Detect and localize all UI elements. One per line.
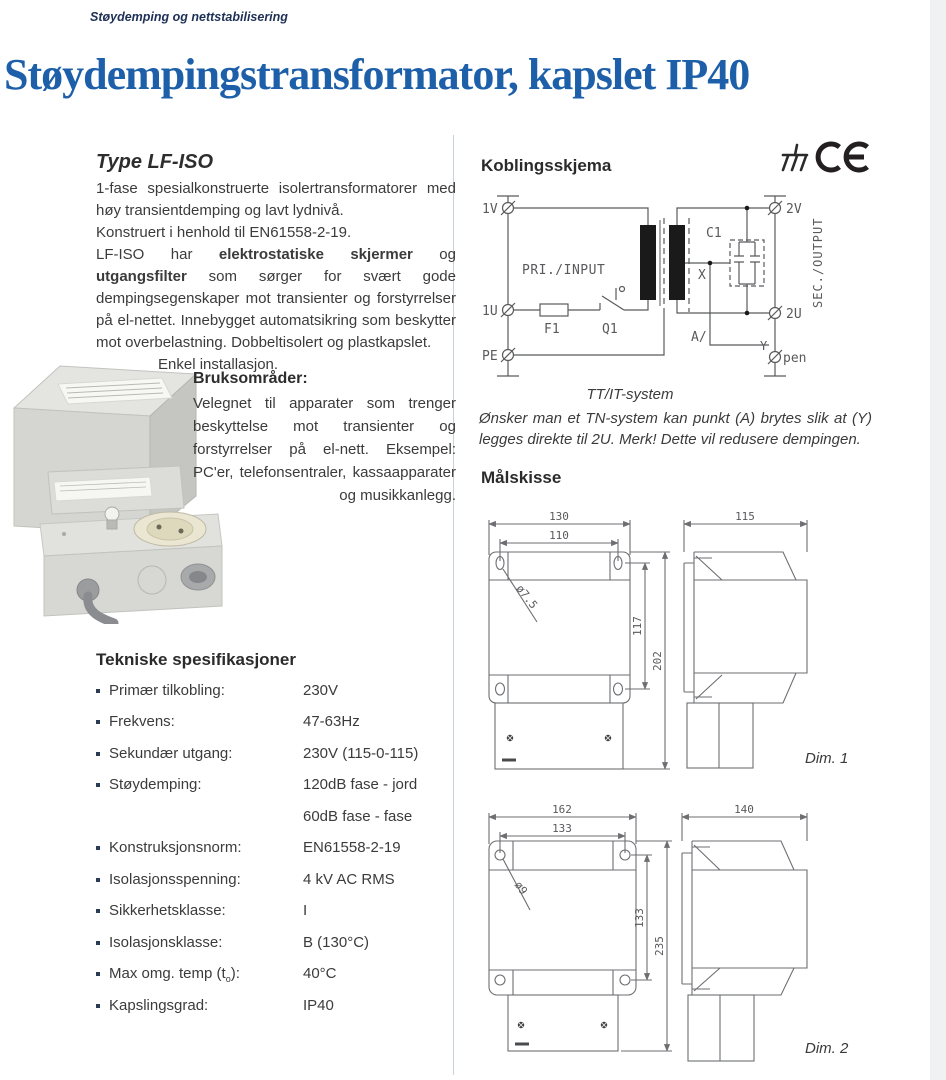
ttit-system-label: TT/IT-system	[586, 386, 674, 403]
label-1u: 1U	[482, 304, 498, 319]
dim1-hole-diameter: ø7.5	[513, 582, 541, 612]
spec-label: Kapslingsgrad:	[109, 997, 209, 1014]
earth-ground-icon	[780, 143, 810, 175]
spec-label: Primær tilkobling:	[109, 682, 225, 699]
bruksomrader-text: Velegnet til apparater som trenger beskyttelse mot transienter og forstyrrelser på el-nett. Eksempel: PC'er, telefonsentraler, kassaapparater og musikkanlegg.	[193, 395, 456, 504]
spec-value: I	[303, 902, 308, 919]
terminal-pe	[501, 348, 515, 362]
terminal-1u	[501, 303, 515, 317]
dimension-drawing-2	[480, 798, 940, 1080]
spec-label: Støydemping:	[109, 776, 202, 793]
bullet-icon	[96, 1004, 100, 1008]
intro-text	[96, 178, 456, 376]
dim1-outer-width: 130	[549, 510, 569, 523]
spec-label: Max omg. temp $(t_o)$:	[109, 965, 240, 984]
terminal-2v	[768, 201, 782, 215]
label-pe: PE	[482, 349, 498, 364]
spec-value: 4 kV AC RMS	[303, 871, 395, 888]
intro-paragraph-4: Enkel installasjon.	[158, 356, 279, 373]
spec-row-isolasjonsklasse	[96, 934, 456, 956]
terminal-y-apen	[768, 350, 782, 364]
bullet-icon	[96, 846, 100, 850]
spec-value: 47-63Hz	[303, 713, 360, 730]
page-eyebrow: Støydemping og nettstabilisering	[90, 10, 288, 24]
spec-label: Sikkerhetsklasse:	[109, 902, 226, 919]
spec-value: 60dB fase - fase	[303, 808, 413, 825]
spec-row-isolasjonsspenning	[96, 871, 456, 893]
malskisse-heading: Målskisse	[481, 468, 562, 487]
ce-mark-icon	[814, 140, 872, 174]
bullet-icon	[96, 972, 100, 976]
spec-row-max-omg-temp	[96, 965, 456, 987]
bullet-icon	[96, 752, 100, 756]
type-heading: Type LF-ISO	[96, 151, 214, 173]
spec-label: Konstruksjonsnorm:	[109, 839, 242, 856]
label-2u: 2U	[786, 307, 802, 322]
dim1-height: 202	[651, 651, 664, 671]
spec-row-frekvens	[96, 713, 456, 735]
spec-value: 40°C	[303, 965, 337, 982]
label-x: X	[698, 268, 706, 283]
label-y: Y	[760, 339, 768, 353]
spec-value: B (130°C)	[303, 934, 370, 951]
dim2-hole-pitch-h: 133	[633, 908, 646, 928]
label-pen: pen	[783, 351, 807, 366]
spec-row-primar-tilkobling	[96, 682, 456, 704]
bullet-icon	[96, 909, 100, 913]
spec-value: 120dB fase - jord	[303, 776, 418, 793]
spec-value: IP40	[303, 997, 334, 1014]
intro-paragraph-1: 1-fase spesialkonstruerte isolertransformatorer med høy transientdemping og lavt lydnivå.	[96, 180, 456, 219]
spec-row-stoydemping	[96, 776, 456, 798]
dim2-outer-width: 162	[552, 803, 572, 816]
bullet-icon	[96, 878, 100, 882]
secondary-winding	[669, 225, 685, 300]
page-title: Støydempingstransformator, kapslet IP40	[4, 50, 750, 99]
dim2-hole-diameter: ø9	[511, 878, 530, 898]
koblingsskjema-heading: Koblingsskjema	[481, 156, 612, 175]
primary-winding	[640, 225, 656, 300]
spec-row-stoydemping-cont	[96, 808, 456, 830]
spec-value: EN61558-2-19	[303, 839, 401, 856]
spec-row-sikkerhetsklasse	[96, 902, 456, 924]
dim2-caption: Dim. 2	[805, 1040, 849, 1057]
terminal-1v	[501, 201, 515, 215]
dim1-hole-pitch-h: 117	[631, 616, 644, 636]
dim1-depth: 115	[735, 510, 755, 523]
bullet-icon	[96, 720, 100, 724]
label-2v: 2V	[786, 202, 802, 217]
bullet-icon	[96, 689, 100, 693]
spec-value: 230V (115-0-115)	[303, 745, 419, 762]
spec-label: Frekvens:	[109, 713, 175, 730]
label-sec-output: SEC./OUTPUT	[811, 217, 825, 308]
spec-row-sekundar-utgang	[96, 745, 456, 767]
spec-label: Sekundær utgang:	[109, 745, 233, 762]
intro-paragraph-3: LF-ISO har elektrostatiske skjermer og utgangsfilter som sørger for svært gode dempingsegenskaper mot transienter og forstyrrelser på el-nettet. Innebygget automatsikring som beskytter mot overbelastning. Dobbeltisolert og plastkapslet.	[96, 246, 456, 351]
dim2-depth: 140	[734, 803, 754, 816]
label-1v: 1V	[482, 202, 498, 217]
wiring-diagram	[478, 190, 930, 382]
label-q1: Q1	[602, 322, 618, 337]
tn-system-note: Ønsker man et TN-system kan punkt (A) brytes slik at (Y) legges direkte til 2U. Merk! Dette vil redusere dempingen.	[479, 410, 872, 448]
dim2-hole-pitch-w: 133	[552, 822, 572, 835]
spec-row-kapslingsgrad	[96, 997, 456, 1019]
spec-label: Isolasjonsspenning:	[109, 871, 241, 888]
spec-value: 230V	[303, 682, 339, 699]
bullet-icon	[96, 783, 100, 787]
terminal-2u	[768, 306, 782, 320]
intro-paragraph-2: Konstruert i henhold til EN61558-2-19.	[96, 224, 352, 241]
bruksomrader-heading: Bruksområder:	[193, 370, 308, 387]
dim1-hole-pitch-w: 110	[549, 529, 569, 542]
specs-heading: Tekniske spesifikasjoner	[96, 650, 297, 669]
dim1-caption: Dim. 1	[805, 750, 849, 767]
label-c1: C1	[706, 226, 722, 241]
spec-row-konstruksjonsnorm	[96, 839, 456, 861]
label-pri-input: PRI./INPUT	[522, 263, 606, 278]
dimension-drawing-1	[480, 505, 940, 785]
dim2-height: 235	[653, 936, 666, 956]
label-a: A/	[691, 330, 707, 345]
spec-label: Isolasjonsklasse:	[109, 934, 223, 951]
label-f1: F1	[544, 322, 560, 337]
bullet-icon	[96, 941, 100, 945]
